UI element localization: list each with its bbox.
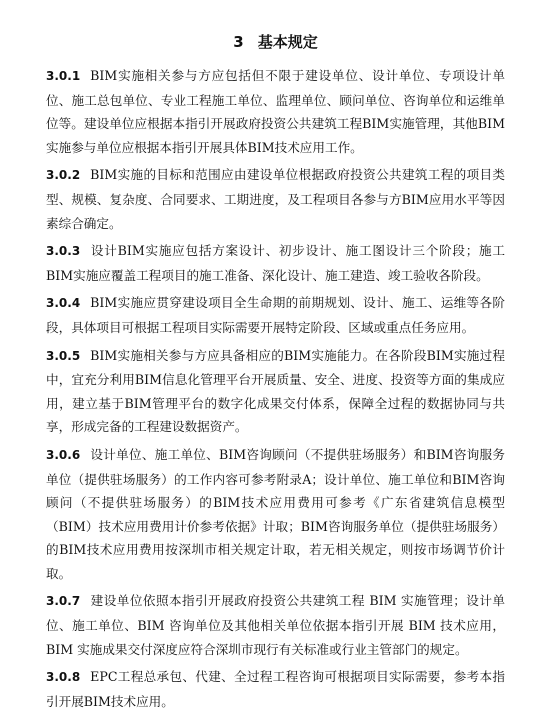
clause-number: 3.0.3 bbox=[46, 244, 81, 259]
clause-3-0-4 bbox=[46, 291, 505, 339]
clause-text: BIM实施的目标和范围应由建设单位根据政府投资公共建筑工程的项目类型、规模、复杂度、合同要求、工期进度，及工程项目各参与方BIM应用水平等因素综合确定。 bbox=[46, 167, 505, 231]
section-number: 3 bbox=[233, 33, 244, 51]
clause-3-0-1 bbox=[46, 64, 505, 159]
clause-text: BIM实施相关参与方应包括但不限于建设单位、设计单位、专项设计单位、施工总包单位、专业工程施工单位、监理单位、顾问单位、咨询单位和运维单位等。建设单位应根据本指引开展政府投资公共建筑工程BIM实施管理，其他BIM实施参与单位应根据本指引开展具体BIM技术应用工作。 bbox=[46, 68, 505, 155]
clause-3-0-3 bbox=[46, 239, 505, 287]
clause-3-0-8 bbox=[46, 665, 505, 713]
section-title: 基本规定 bbox=[257, 33, 318, 51]
clause-text: 建设单位依照本指引开展政府投资公共建筑工程 BIM 实施管理；设计单位、施工单位、BIM 咨询单位及其他相关单位依据本指引开展 BIM 技术应用，BIM 实施成果交付深度应符合深圳市现行有关标准或行业主管部门的规定。 bbox=[46, 593, 505, 657]
clause-3-0-7 bbox=[46, 589, 505, 661]
clause-3-0-2 bbox=[46, 163, 505, 235]
section-heading bbox=[46, 30, 505, 54]
clause-number: 3.0.1 bbox=[46, 69, 81, 83]
clause-number: 3.0.2 bbox=[46, 168, 81, 183]
clause-3-0-5 bbox=[46, 344, 505, 439]
clause-number: 3.0.7 bbox=[46, 594, 81, 609]
clause-number: 3.0.4 bbox=[46, 296, 81, 311]
clause-text: 设计单位、施工单位、BIM咨询顾问（不提供驻场服务）和BIM咨询服务单位（提供驻场服务）的工作内容可参考附录A；设计单位、施工单位和BIM咨询顾问（不提供驻场服务）的BIM技术应用费用可参考《广东省建筑信息模型（BIM）技术应用费用计价参考依据》计取；BIM咨询服务单位（提供驻场服务）的BIM技术应用费用按深圳市相关规定计取，若无相关规定，则按市场调节价计取。 bbox=[46, 446, 505, 581]
clause-text: BIM实施应贯穿建设项目全生命期的前期规划、设计、施工、运维等各阶段，具体项目可根据工程项目实际需要开展特定阶段、区域或重点任务应用。 bbox=[46, 295, 505, 335]
clause-number: 3.0.6 bbox=[46, 447, 81, 462]
clause-text: 设计BIM实施应包括方案设计、初步设计、施工图设计三个阶段；施工BIM实施应覆盖工程项目的施工准备、深化设计、施工建造、竣工验收各阶段。 bbox=[46, 243, 505, 283]
clause-3-0-6 bbox=[46, 443, 505, 586]
clause-text: EPC工程总承包、代建、全过程工程咨询可根据项目实际需要，参考本指引开展BIM技术应用。 bbox=[46, 669, 505, 709]
clause-number: 3.0.5 bbox=[46, 348, 81, 363]
clause-number: 3.0.8 bbox=[46, 670, 81, 685]
clause-text: BIM实施相关参与方应具备相应的BIM实施能力。在各阶段BIM实施过程中，宜充分利用BIM信息化管理平台开展质量、安全、进度、投资等方面的集成应用，建立基于BIM管理平台的数字化成果交付体系，保障全过程的数据协同与共享，形成完备的工程建设数据资产。 bbox=[46, 347, 505, 435]
